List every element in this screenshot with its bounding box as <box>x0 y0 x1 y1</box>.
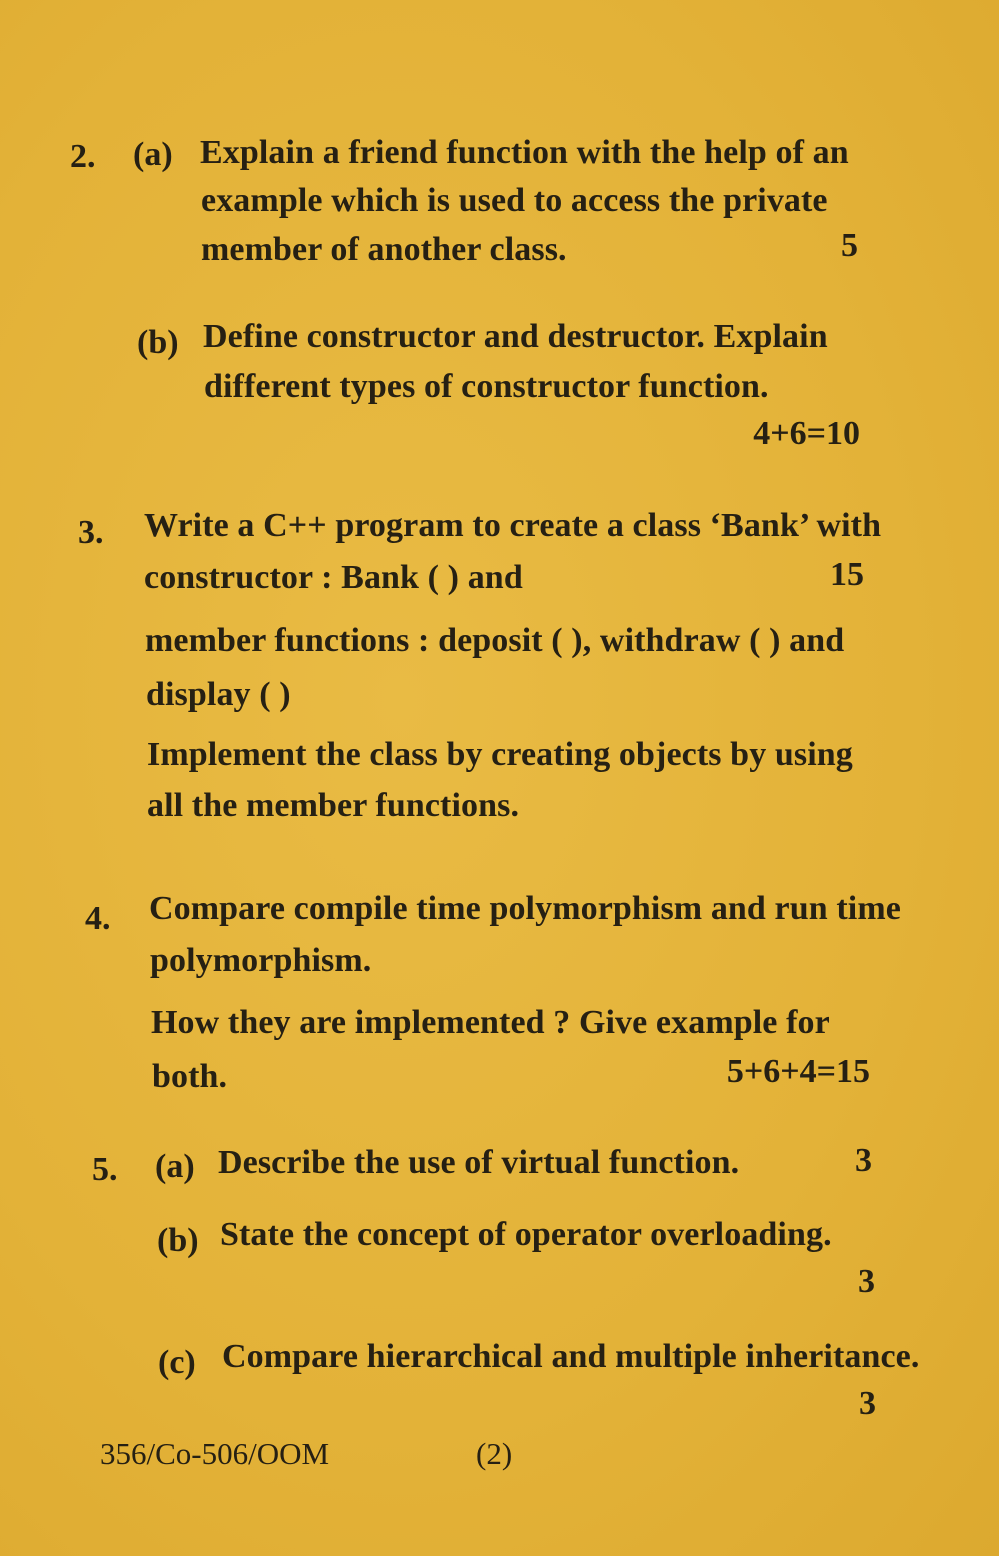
q2a-line-2: example which is used to access the private <box>201 182 828 219</box>
q5b-label: (b) <box>157 1222 199 1259</box>
q2a-line-3: member of another class. <box>201 231 567 268</box>
q3-line-6: all the member functions. <box>147 787 520 824</box>
q4-line-4: both. <box>152 1058 228 1095</box>
page-number: (2) <box>476 1436 513 1471</box>
q3-line-3: member functions : deposit ( ), withdraw ( ) and <box>145 622 845 659</box>
q5b-marks: 3 <box>858 1263 875 1300</box>
q3-line-4: display ( ) <box>146 676 291 713</box>
q4-number: 4. <box>85 900 111 937</box>
q2a-marks: 5 <box>841 227 858 264</box>
q3-line-2: constructor : Bank ( ) and <box>144 559 523 596</box>
q5a-label: (a) <box>155 1148 195 1185</box>
q5b-line-1: State the concept of operator overloading. <box>220 1216 832 1253</box>
q3-line-1: Write a C++ program to create a class ‘Bank’ with <box>144 507 882 544</box>
q2b-line-1: Define constructor and destructor. Explain <box>203 318 828 355</box>
q2b-marks: 4+6=10 <box>753 415 860 452</box>
q2-number: 2. <box>70 138 96 175</box>
q2b-label: (b) <box>137 324 179 361</box>
paper-code: 356/Co-506/OOM <box>100 1436 330 1471</box>
q2b-line-2: different types of constructor function. <box>204 368 769 405</box>
q3-marks: 15 <box>830 556 864 593</box>
q2a-line-1: Explain a friend function with the help of an <box>200 134 849 171</box>
q5c-line-1: Compare hierarchical and multiple inheritance. <box>222 1338 920 1375</box>
q5-number: 5. <box>92 1151 118 1188</box>
q5c-label: (c) <box>158 1344 196 1381</box>
q4-line-3: How they are implemented ? Give example for <box>151 1004 830 1041</box>
q4-marks: 5+6+4=15 <box>726 1053 870 1090</box>
q5c-marks: 3 <box>859 1385 876 1422</box>
q4-line-2: polymorphism. <box>150 942 372 979</box>
q4-line-1: Compare compile time polymorphism and run time <box>149 890 901 927</box>
q3-number: 3. <box>78 514 104 551</box>
q3-line-5: Implement the class by creating objects by using <box>147 736 853 773</box>
q5a-marks: 3 <box>855 1142 872 1179</box>
q2a-label: (a) <box>133 136 173 173</box>
q5a-line-1: Describe the use of virtual function. <box>218 1144 740 1181</box>
